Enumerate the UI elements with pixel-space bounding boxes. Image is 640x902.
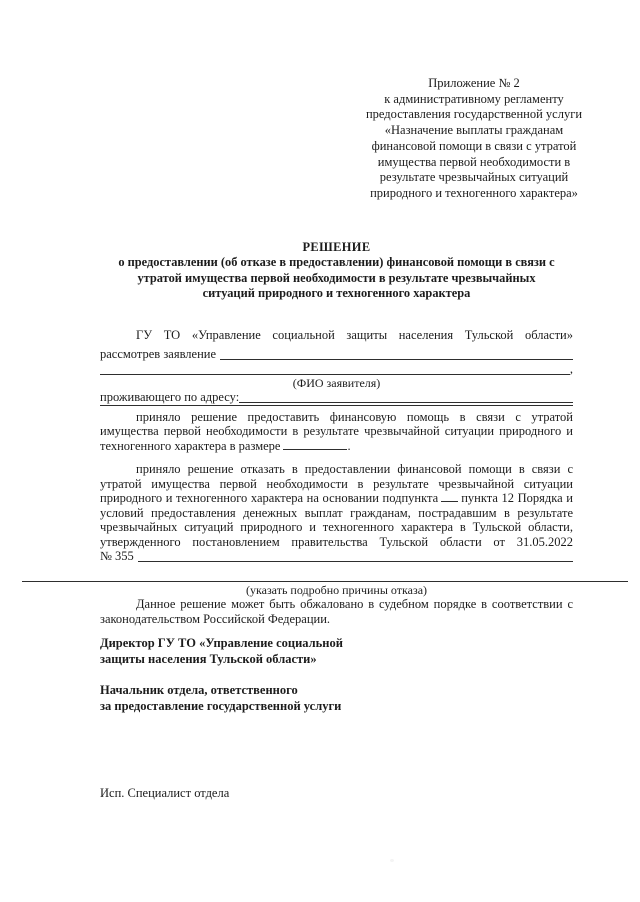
executor-note: Исп. Специалист отдела (100, 786, 230, 801)
refuse-decision-text-2: пункта 12 Порядка и условий предоставления денежных выплат гражданам, пострадавшим в результате чрезвычайных ситуаций природного и техногенного характера в Тульской области, утвержденного постановлением правительства Тульской области от 31.05.2022 (100, 491, 573, 549)
appendix-line: к административному регламенту (384, 91, 564, 106)
appendix-line: имущества первой необходимости в (377, 154, 571, 169)
address-row (100, 390, 573, 405)
appendix-line: «Назначение выплаты гражданам (384, 123, 564, 138)
address-label: проживающего по адресу: (100, 389, 240, 404)
signature-director-line: защиты населения Тульской области» (100, 651, 317, 666)
appendix-header-block (346, 76, 602, 202)
signature-director-block (100, 636, 573, 668)
signature-director-line: Директор ГУ ТО «Управление социальной (100, 636, 343, 651)
resolution-number-row (100, 549, 573, 564)
decision-subtitle-line: ситуаций природного и техногенного характера (202, 286, 471, 301)
subpoint-field (441, 491, 458, 502)
authority-line: ГУ ТО «Управление социальной защиты населения Тульской области» (136, 327, 573, 342)
signature-department-head-line: за предоставление государственной услуги (100, 698, 342, 713)
appendix-line: Приложение № 2 (428, 76, 520, 90)
appendix-line: финансовой помощи в связи с утратой (371, 138, 577, 153)
grant-decision-paragraph (100, 410, 573, 454)
resolution-number: № 355 (100, 549, 134, 564)
application-review-row (100, 345, 573, 362)
refuse-decision-paragraph (100, 462, 573, 549)
address-field (239, 390, 573, 403)
fio-caption: (ФИО заявителя) (292, 375, 381, 390)
address-field-continued (100, 405, 573, 406)
appendix-line: природного и техногенного характера» (370, 185, 578, 200)
refusal-reason-row-2 (22, 569, 628, 584)
scan-noise-speck (390, 859, 394, 862)
intro-section (100, 328, 573, 408)
applicant-name-row-2 (100, 362, 573, 377)
applicant-name-field-continued (100, 362, 570, 375)
grant-decision-text: приняло решение предоставить финансовую помощь в связи с утратой имущества первой необходимости в результате чрезвычайной ситуации природного и техногенного характера в размере (100, 409, 573, 453)
appeal-paragraph: Данное решение может быть обжаловано в судебном порядке в соответствии с законодательством Российской Федерации. (100, 597, 573, 626)
signature-department-head-block (100, 683, 573, 715)
decision-subtitle-line: о предоставлении (об отказе в предоставлении) финансовой помощи в связи с (118, 255, 555, 270)
refuse-decision-text-1: приняло решение отказать в предоставлении финансовой помощи в связи с утратой имущества первой необходимости в результате чрезвычайной ситуации природного и техногенного характера на основании подпункта (100, 462, 573, 506)
trailing-comma: , (569, 361, 573, 376)
refusal-reason-field (138, 549, 573, 562)
decision-subtitle-line: утратой имущества первой необходимости в результате чрезвычайных (137, 270, 536, 285)
address-row-2 (100, 405, 573, 408)
applicant-name-field (220, 359, 573, 360)
refusal-reason-field-continued (22, 569, 628, 582)
review-label: рассмотрев заявление (100, 346, 217, 361)
grant-period: . (347, 438, 351, 453)
appendix-line: предоставления государственной услуги (365, 107, 583, 122)
decision-heading: РЕШЕНИЕ (302, 239, 371, 254)
signature-department-head-line: Начальник отдела, ответственного (100, 682, 298, 697)
appendix-line: результате чрезвычайных ситуаций (379, 170, 569, 185)
decision-title-block (100, 240, 573, 302)
refusal-reason-caption: (указать подробно причины отказа) (245, 583, 428, 598)
amount-field (283, 439, 347, 450)
